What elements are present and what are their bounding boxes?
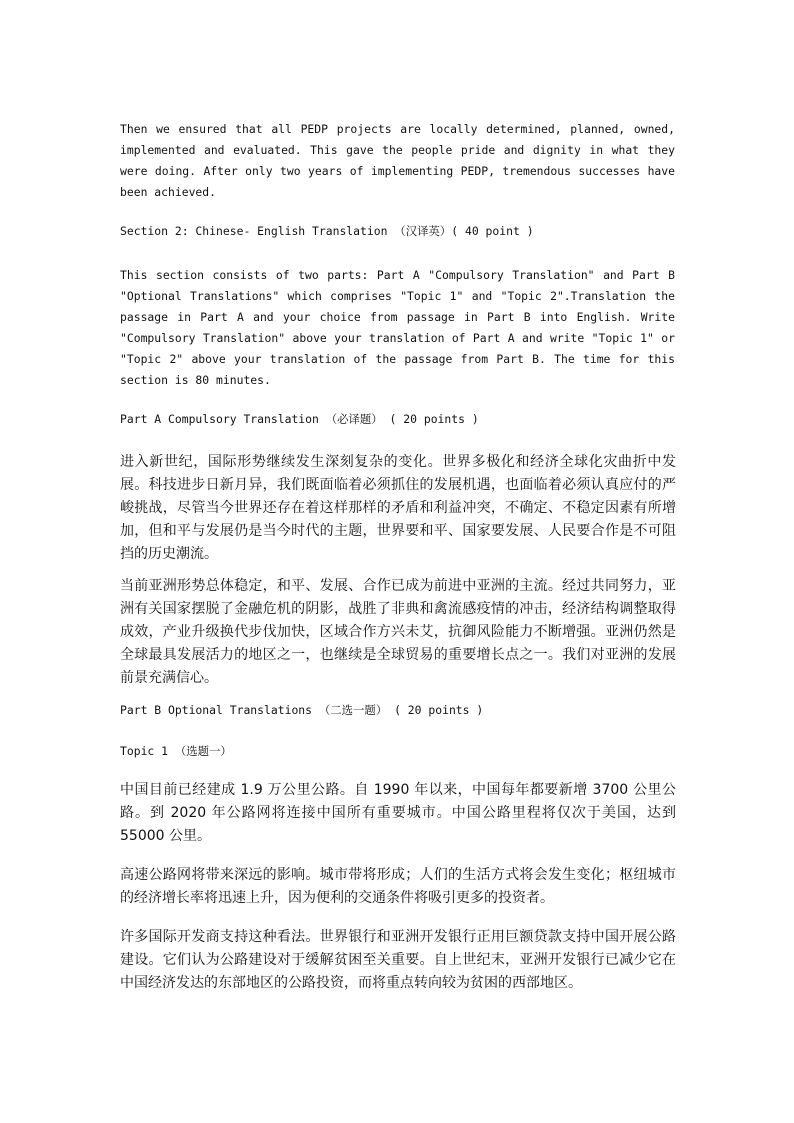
part-a-heading: Part A Compulsory Translation （必译题） ( 20 points ) xyxy=(120,412,479,426)
topic-1-paragraph-1: 中国目前已经建成 1.9 万公里公路。自 1990 年以来，中国每年都要新增 3700 公里公路。到 2020 年公路网将连接中国所有重要城市。中国公路里程将仅次于美国，达到 55000 公里。 xyxy=(120,782,676,844)
topic-1-paragraph-2: 高速公路网将带来深远的影响。城市带将形成；人们的生活方式将会发生变化；枢纽城市的经济增长率将迅速上升，因为便利的交通条件将吸引更多的投资者。 xyxy=(120,867,676,906)
section-2-heading: Section 2: Chinese- English Translation （汉译英）( 40 point ) xyxy=(120,224,534,238)
pedp-paragraph: Then we ensured that all PEDP projects are locally determined, planned, owned, implemented and evaluated. This gave the people pride and dignity in what they were doing. After only two years of implementing PEDP, tremendous successes have been achieved. xyxy=(120,122,675,199)
part-b-heading: Part B Optional Translations （二选一题） ( 20 points ) xyxy=(120,703,484,717)
section-2-instructions: This section consists of two parts: Part A "Compulsory Translation" and Part B "Optional Translations" which comprises "Topic 1" and "Topic 2".Translation the passage in Part A and your choice from passage in Part B into English. Write "Compulsory Translation" above your translation of Part A and write "Topic 1" or "Topic 2" above your translation of the passage from Part B. The time for this section is 80 minutes. xyxy=(120,268,675,387)
topic-1-heading: Topic 1 （选题一） xyxy=(120,744,232,758)
part-a-paragraph-1: 进入新世纪，国际形势继续发生深刻复杂的变化。世界多极化和经济全球化灾曲折中发展。科技进步日新月异，我们既面临着必须抓住的发展机遇，也面临着必须认真应付的严峻挑战，尽管当今世界还存在着这样那样的矛盾和利益冲突，不确定、不稳定因素有所增加，但和平与发展仍是当今时代的主题，世界要和平、国家要发展、人民要合作是不可阻挡的历史潮流。 xyxy=(120,454,676,562)
part-a-paragraph-2: 当前亚洲形势总体稳定，和平、发展、合作已成为前进中亚洲的主流。经过共同努力，亚洲有关国家摆脱了金融危机的阴影，战胜了非典和禽流感疫情的冲击，经济结构调整取得成效，产业升级换代步伐加快，区域合作方兴未艾，抗御风险能力不断增强。亚洲仍然是全球最具发展活力的地区之一，也继续是全球贸易的重要增长点之一。我们对亚洲的发展前景充满信心。 xyxy=(120,578,676,686)
topic-1-paragraph-3: 许多国际开发商支持这种看法。世界银行和亚洲开发银行正用巨额贷款支持中国开展公路建设。它们认为公路建设对于缓解贫困至关重要。自上世纪末，亚洲开发银行已减少它在中国经济发达的东部地区的公路投资，而将重点转向较为贫困的西部地区。 xyxy=(120,929,676,991)
